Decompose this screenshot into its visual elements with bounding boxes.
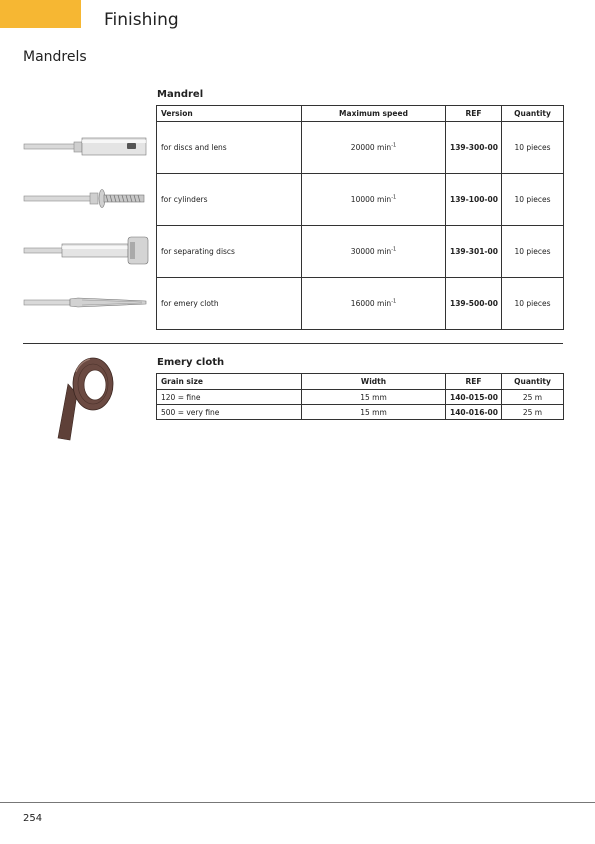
ref-cell: 139-500-00 bbox=[446, 278, 502, 330]
version-cell: for cylinders bbox=[157, 174, 302, 226]
column-header-maximum-speed: Maximum speed bbox=[302, 106, 446, 122]
speed-exponent: -1 bbox=[391, 142, 397, 149]
quantity-cell: 25 m bbox=[502, 390, 564, 405]
speed-unit: min bbox=[377, 247, 392, 256]
speed-cell bbox=[302, 278, 446, 330]
speed-value: 16000 bbox=[350, 299, 375, 308]
mandrel-emery-cloth-icon bbox=[22, 288, 150, 318]
version-cell: for separating discs bbox=[157, 226, 302, 278]
mandrel-discs-lens-icon bbox=[22, 132, 150, 162]
column-header-version: Version bbox=[157, 106, 302, 122]
quantity-cell: 10 pieces bbox=[502, 278, 564, 330]
speed-exponent: -1 bbox=[391, 298, 397, 305]
ref-cell: 139-301-00 bbox=[446, 226, 502, 278]
speed-value: 10000 bbox=[350, 195, 375, 204]
speed-unit: min bbox=[377, 299, 392, 308]
footer-divider bbox=[0, 802, 595, 803]
ref-cell: 140-016-00 bbox=[446, 405, 502, 420]
table-header-row bbox=[157, 374, 564, 390]
ref-cell: 140-015-00 bbox=[446, 390, 502, 405]
column-header-width: Width bbox=[302, 374, 446, 390]
emery-cloth-table bbox=[156, 373, 564, 420]
width-cell: 15 mm bbox=[302, 390, 446, 405]
table-row bbox=[157, 174, 564, 226]
section-divider bbox=[23, 343, 563, 344]
table-header-row bbox=[157, 106, 564, 122]
emery-table-title: Emery cloth bbox=[157, 357, 225, 368]
speed-value: 20000 bbox=[350, 143, 375, 152]
table-row bbox=[157, 390, 564, 405]
mandrel-cylinders-icon bbox=[22, 184, 150, 214]
header-accent-bar bbox=[0, 0, 81, 28]
emery-cloth-roll-icon bbox=[50, 354, 116, 442]
speed-exponent: -1 bbox=[391, 194, 397, 201]
speed-cell bbox=[302, 226, 446, 278]
speed-cell bbox=[302, 122, 446, 174]
quantity-cell: 10 pieces bbox=[502, 226, 564, 278]
mandrel-separating-discs-icon bbox=[22, 236, 150, 266]
table-row bbox=[157, 278, 564, 330]
speed-exponent: -1 bbox=[391, 246, 397, 253]
section-title: Mandrels bbox=[23, 49, 87, 65]
speed-unit: min bbox=[377, 195, 392, 204]
page-number: 254 bbox=[23, 813, 43, 824]
speed-value: 30000 bbox=[350, 247, 375, 256]
grain-size-cell: 500 = very fine bbox=[157, 405, 302, 420]
version-cell: for discs and lens bbox=[157, 122, 302, 174]
table-row bbox=[157, 405, 564, 420]
table-row bbox=[157, 226, 564, 278]
column-header-ref: REF bbox=[446, 374, 502, 390]
column-header-quantity: Quantity bbox=[502, 374, 564, 390]
mandrel-table-title: Mandrel bbox=[157, 89, 204, 100]
column-header-ref: REF bbox=[446, 106, 502, 122]
ref-cell: 139-300-00 bbox=[446, 122, 502, 174]
width-cell: 15 mm bbox=[302, 405, 446, 420]
speed-unit: min bbox=[377, 143, 392, 152]
ref-cell: 139-100-00 bbox=[446, 174, 502, 226]
grain-size-cell: 120 = fine bbox=[157, 390, 302, 405]
quantity-cell: 10 pieces bbox=[502, 122, 564, 174]
page-title: Finishing bbox=[104, 10, 179, 30]
quantity-cell: 10 pieces bbox=[502, 174, 564, 226]
table-row bbox=[157, 122, 564, 174]
column-header-quantity: Quantity bbox=[502, 106, 564, 122]
column-header-grain-size: Grain size bbox=[157, 374, 302, 390]
mandrel-table bbox=[156, 105, 564, 330]
version-cell: for emery cloth bbox=[157, 278, 302, 330]
speed-cell bbox=[302, 174, 446, 226]
quantity-cell: 25 m bbox=[502, 405, 564, 420]
